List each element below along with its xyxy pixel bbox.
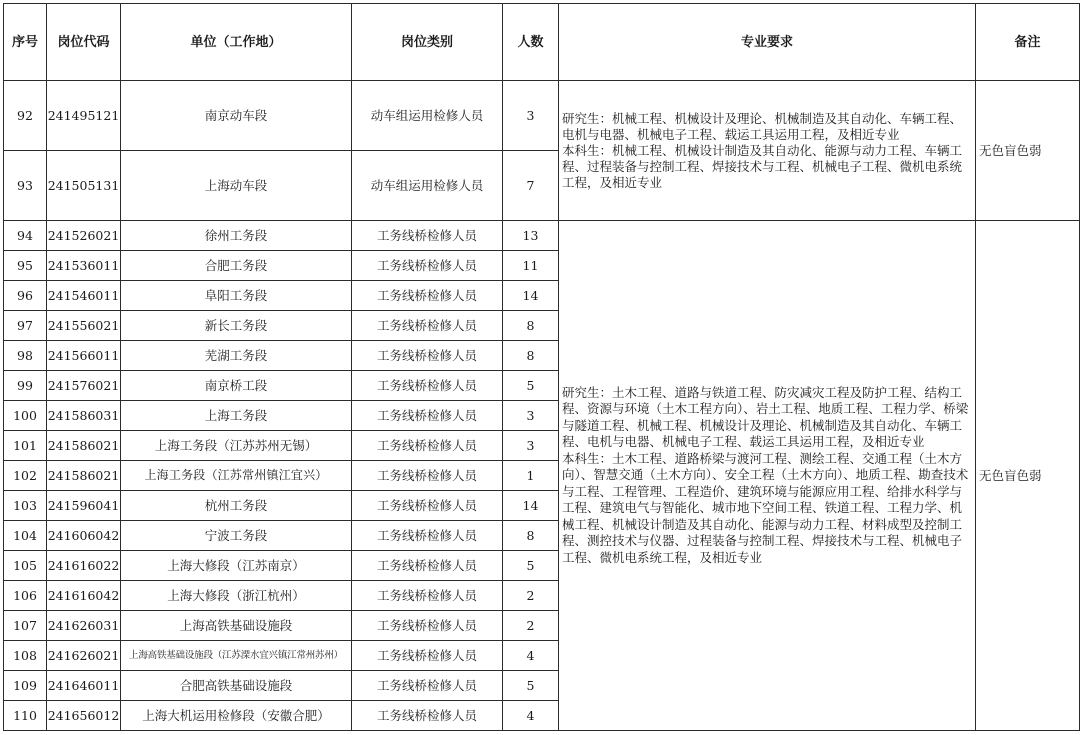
code-cell: 241616022 [47,551,121,581]
seq-cell: 93 [4,151,47,221]
count-cell: 4 [503,701,559,731]
count-cell: 5 [503,671,559,701]
seq-cell: 105 [4,551,47,581]
unit-cell: 上海大机运用检修段（安徽合肥） [121,701,352,731]
category-cell: 工务线桥检修人员 [352,551,503,581]
code-cell: 241626031 [47,611,121,641]
count-cell: 3 [503,401,559,431]
category-cell: 工务线桥检修人员 [352,521,503,551]
recruitment-table [3,3,1080,731]
count-cell: 2 [503,581,559,611]
category-cell: 工务线桥检修人员 [352,671,503,701]
count-cell: 14 [503,491,559,521]
count-cell: 13 [503,221,559,251]
seq-cell: 106 [4,581,47,611]
remark-cell: 无色盲色弱 [976,81,1080,221]
seq-cell: 100 [4,401,47,431]
code-cell: 241586031 [47,401,121,431]
category-cell: 工务线桥检修人员 [352,641,503,671]
category-cell: 工务线桥检修人员 [352,251,503,281]
unit-cell: 合肥高铁基础设施段 [121,671,352,701]
count-cell: 2 [503,611,559,641]
table-row [4,81,1080,151]
code-cell: 241626021 [47,641,121,671]
code-cell: 241646011 [47,671,121,701]
seq-cell: 97 [4,311,47,341]
count-cell: 3 [503,81,559,151]
unit-cell: 上海工务段（江苏苏州无锡） [121,431,352,461]
category-cell: 工务线桥检修人员 [352,401,503,431]
unit-cell: 上海大修段（浙江杭州） [121,581,352,611]
count-cell: 5 [503,371,559,401]
category-cell: 工务线桥检修人员 [352,491,503,521]
seq-cell: 109 [4,671,47,701]
unit-cell: 上海动车段 [121,151,352,221]
major-requirement-cell [559,221,976,731]
seq-cell: 101 [4,431,47,461]
category-cell: 动车组运用检修人员 [352,81,503,151]
count-cell: 5 [503,551,559,581]
table-row [4,221,1080,251]
category-cell: 工务线桥检修人员 [352,701,503,731]
header-major: 专业要求 [559,4,976,81]
unit-cell: 芜湖工务段 [121,341,352,371]
count-cell: 4 [503,641,559,671]
unit-cell: 上海高铁基础设施段 [121,611,352,641]
seq-cell: 104 [4,521,47,551]
header-remark: 备注 [976,4,1080,81]
unit-cell: 新长工务段 [121,311,352,341]
header-category: 岗位类别 [352,4,503,81]
count-cell: 7 [503,151,559,221]
unit-cell: 上海工务段 [121,401,352,431]
seq-cell: 94 [4,221,47,251]
code-cell: 241546011 [47,281,121,311]
code-cell: 241656012 [47,701,121,731]
header-unit: 单位（工作地） [121,4,352,81]
major-requirement-text: 研究生：土木工程、道路与铁道工程、防灾减灾工程及防护工程、结构工程、资源与环境（土木工程方向）、岩土工程、地质工程、工程力学、桥梁与隧道工程、机械工程、机械设计及理论、机械制造及其自动化、车辆工程、电机与电器、机械电子工程、载运工具运用工程，及相近专业 本科生：土木工程、道路桥梁与渡河工程、测绘工程、交通工程（土木方向）、智慧交通（土木方向）、安全工程（土木方向）、地质工程、勘查技术与工程、工程管理、工程造价、建筑环境与能源应用工程、给排水科学与工程、建筑电气与智能化、城市地下空间工程、铁道工程、工程力学、机械工程、机械设计制造及其自动化、能源与动力工程、材料成型及控制工程、测控技术与仪器、过程装备与控制工程、焊接技术与工程、机械电子工程、微机电系统工程，及相近专业 [562,384,969,565]
seq-cell: 99 [4,371,47,401]
seq-cell: 92 [4,81,47,151]
count-cell: 1 [503,461,559,491]
code-cell: 241616042 [47,581,121,611]
header-row [4,4,1080,81]
count-cell: 14 [503,281,559,311]
category-cell: 工务线桥检修人员 [352,341,503,371]
count-cell: 3 [503,431,559,461]
unit-cell: 杭州工务段 [121,491,352,521]
category-cell: 工务线桥检修人员 [352,431,503,461]
category-cell: 工务线桥检修人员 [352,311,503,341]
category-cell: 动车组运用检修人员 [352,151,503,221]
category-cell: 工务线桥检修人员 [352,281,503,311]
unit-cell: 南京桥工段 [121,371,352,401]
count-cell: 8 [503,311,559,341]
code-cell: 241586021 [47,431,121,461]
code-cell: 241495121 [47,81,121,151]
header-count: 人数 [503,4,559,81]
category-cell: 工务线桥检修人员 [352,221,503,251]
unit-cell: 上海大修段（江苏南京） [121,551,352,581]
count-cell: 8 [503,341,559,371]
unit-cell: 阜阳工务段 [121,281,352,311]
category-cell: 工务线桥检修人员 [352,371,503,401]
code-cell: 241566011 [47,341,121,371]
code-cell: 241536011 [47,251,121,281]
header-code: 岗位代码 [47,4,121,81]
code-cell: 241505131 [47,151,121,221]
unit-cell: 上海工务段（江苏常州镇江宜兴） [121,461,352,491]
unit-cell: 上海高铁基础设施段（江苏溧水宜兴镇江常州苏州） [121,641,352,671]
seq-cell: 103 [4,491,47,521]
seq-cell: 98 [4,341,47,371]
unit-cell: 徐州工务段 [121,221,352,251]
unit-cell: 宁波工务段 [121,521,352,551]
category-cell: 工务线桥检修人员 [352,611,503,641]
code-cell: 241526021 [47,221,121,251]
unit-cell: 合肥工务段 [121,251,352,281]
remark-cell: 无色盲色弱 [976,221,1080,731]
category-cell: 工务线桥检修人员 [352,461,503,491]
category-cell: 工务线桥检修人员 [352,581,503,611]
count-cell: 11 [503,251,559,281]
header-seq: 序号 [4,4,47,81]
seq-cell: 95 [4,251,47,281]
unit-cell: 南京动车段 [121,81,352,151]
count-cell: 8 [503,521,559,551]
seq-cell: 110 [4,701,47,731]
code-cell: 241606042 [47,521,121,551]
seq-cell: 102 [4,461,47,491]
code-cell: 241596041 [47,491,121,521]
seq-cell: 107 [4,611,47,641]
code-cell: 241586021 [47,461,121,491]
major-requirement-text: 研究生：机械工程、机械设计及理论、机械制造及其自动化、车辆工程、电机与电器、机械电子工程、载运工具运用工程，及相近专业 本科生：机械工程、机械设计制造及其自动化、能源与动力工程、车辆工程、过程装备与控制工程、焊接技术与工程、机械电子工程、微机电系统工程，及相近专业 [562,110,963,190]
seq-cell: 96 [4,281,47,311]
seq-cell: 108 [4,641,47,671]
major-requirement-cell [559,81,976,221]
code-cell: 241556021 [47,311,121,341]
code-cell: 241576021 [47,371,121,401]
